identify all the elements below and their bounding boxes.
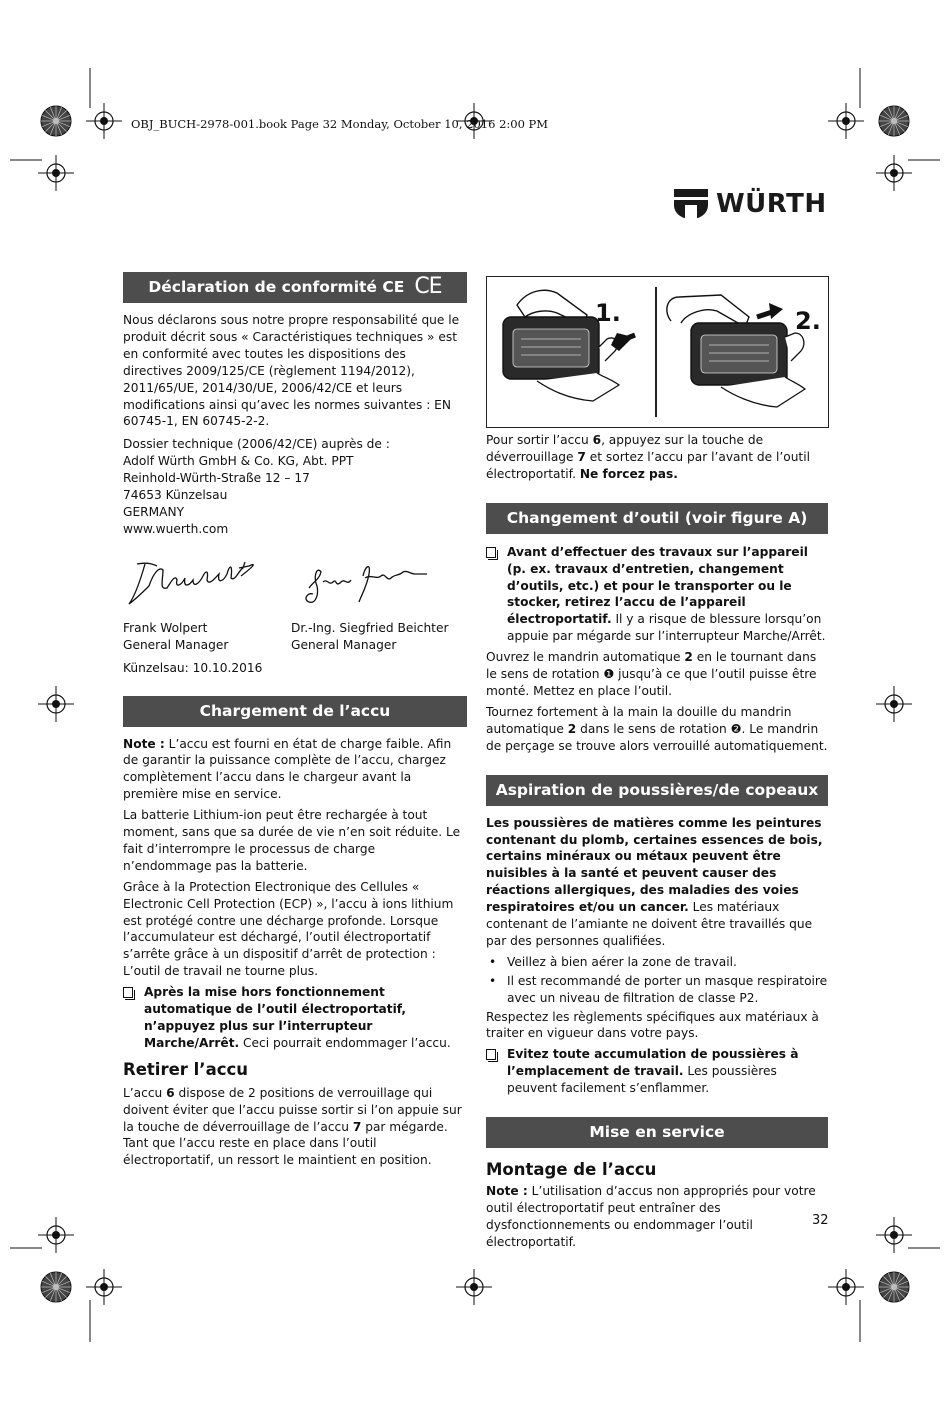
dossier-line: www.wuerth.com <box>123 521 229 536</box>
charge-warning <box>123 984 467 1052</box>
heading-montage: Montage de l’accu <box>486 1160 657 1180</box>
signatory-names <box>123 620 467 654</box>
outil-paragraph <box>486 704 828 755</box>
text: L’accu <box>123 1085 167 1100</box>
signatory <box>291 620 459 654</box>
checkbox-icon <box>123 987 133 998</box>
signatory-name: Frank Wolpert <box>123 620 208 635</box>
montage-note <box>486 1183 828 1251</box>
reg-mark-top-right <box>828 68 940 191</box>
section-header-charge <box>123 696 467 727</box>
print-slug: OBJ_BUCH-2978-001.book Page 32 Monday, October 10, 2016 2:00 PM <box>131 117 549 131</box>
section-title: Changement d’outil (voir figure A) <box>506 508 808 527</box>
note-label: Note : <box>123 736 165 751</box>
figure-caption <box>486 432 828 483</box>
text: Ouvrez le mandrin automatique <box>486 650 685 665</box>
charge-paragraph: La batterie Lithium-ion peut être rechargée à tout moment, sans que sa durée de vie n’en soit réduite. Le fait d’interrompre le processus de charge n’endommage pas la batterie. <box>123 808 461 873</box>
section-header-declaration <box>123 272 467 303</box>
note-label: Note : <box>486 1184 528 1198</box>
note-text: L’utilisation d’accus non appropriés pour votre outil électroportatif peut entraîner des dysfonctionnements ou endommager l’outil électroportatif. <box>486 1184 816 1249</box>
section-title: Déclaration de conformité CE <box>148 278 405 297</box>
wurth-logo <box>674 186 827 222</box>
heading-retirer: Retirer l’accu <box>123 1059 249 1079</box>
text: et sortez l’accu par l’avant de l’outil électroportatif. <box>486 449 810 481</box>
left-column <box>123 272 467 1173</box>
right-column <box>486 432 828 1255</box>
text: Les matériaux contenant de l’amiante ne doivent être travaillés que par des personnes qualifiées. <box>486 900 813 948</box>
section-header-aspiration <box>486 775 828 806</box>
warning-bold: Les poussières de matières comme les peintures contenant du plomb, certaines essences de bois, certains minéraux ou métaux peuvent être nuisibles à la santé et peuvent causer des réactions allergiques, des maladies des voies respiratoires et/ou un cancer. <box>486 815 823 915</box>
signature-wolpert <box>123 552 291 616</box>
outil-warning <box>486 544 828 645</box>
note-text: L’accu est fourni en état de charge faible. Afin de garantir la puissance complète de l’accu, chargez complètement l’accu dans le chargeur avant la première mise en service. <box>123 736 452 802</box>
place-date: Künzelsau: 10.10.2016 <box>123 660 263 675</box>
battery-step-2-illustration <box>657 277 829 427</box>
text: , appuyez sur la touche de déverrouillage <box>486 433 764 464</box>
warning-bold: Evitez toute accumulation de poussières à l’emplacement de travail. <box>507 1047 799 1079</box>
aspiration-paragraph <box>486 815 828 950</box>
checkbox-icon <box>486 547 496 558</box>
text: Tournez fortement à la main la douille du mandrin automatique <box>486 704 792 736</box>
reg-mark-bottom-center <box>456 1269 492 1305</box>
signatures <box>123 552 467 616</box>
warning-bold: Après la mise hors fonctionnement automatique de l’outil électroportatif, n’appuyez plus sur l’interrupteur Marche/Arrêt. <box>144 985 407 1050</box>
signatory-role: General Manager <box>123 637 229 652</box>
dossier-line: Dossier technique (2006/42/CE) auprès de : <box>123 437 390 452</box>
section-title: Mise en service <box>589 1123 725 1142</box>
dossier-line: 74653 Künzelsau <box>123 488 228 503</box>
warning-text: Ceci pourrait endommager l’accu. <box>239 1035 451 1050</box>
text: dans le sens de rotation ❷. Le mandrin de perçage se trouve alors verrouillé automatiquement. <box>486 721 828 753</box>
warning-text: Les poussières peuvent facilement s’enflammer. <box>507 1064 777 1096</box>
battery-removal-figure <box>486 276 829 428</box>
ref-number: 7 <box>577 449 586 464</box>
ref-number: 6 <box>166 1085 175 1100</box>
charge-note <box>123 736 467 804</box>
dossier-line: Adolf Würth GmbH & Co. KG, Abt. PPT <box>123 454 354 469</box>
text: Pour sortir l’accu <box>486 433 593 447</box>
aspiration-warning <box>486 1046 828 1097</box>
page-number: 32 <box>812 1213 829 1228</box>
charge-paragraph: Grâce à la Protection Electronique des Cellules « Electronic Cell Protection (ECP) », l’accu à ions lithium est protégé contre une décharge profonde. Lorsque l’accumulateur est déchargé, l’outil électroportatif s’arrête grâce à un dispositif d’arrêt de protection : L’outil de travail ne tourne plus. <box>123 879 454 979</box>
text: dispose de 2 positions de verrouillage qui doivent éviter que l’accu puisse sortir si l’on appuie sur la touche de déverrouillage de l’accu <box>123 1085 462 1134</box>
text: par mégarde. Tant que l’accu reste en place dans l’outil électroportatif, un ressort le maintient en position. <box>123 1119 448 1168</box>
warning-text: Il y a risque de blessure lorsqu’on appuie par mégarde sur l’interrupteur Marche/Arrêt. <box>507 612 826 644</box>
ref-number: 6 <box>592 433 602 447</box>
ref-number: 7 <box>352 1119 362 1134</box>
reg-mark-bottom-left <box>10 1217 122 1342</box>
ref-number: 2 <box>567 721 577 736</box>
signatory <box>123 620 291 654</box>
signatory-name: Dr.-Ing. Siegfried Beichter <box>291 620 449 635</box>
ce-mark-icon: CE <box>414 274 442 300</box>
section-header-outil <box>486 503 828 534</box>
aspiration-paragraph: Respectez les règlements spécifiques aux matériaux à traiter en vigueur dans votre pays. <box>486 1009 819 1041</box>
dossier-line: Reinhold-Würth-Straße 12 – 17 <box>123 471 310 486</box>
section-header-mise-en-service <box>486 1117 828 1148</box>
text-bold: Ne forcez pas. <box>579 466 678 481</box>
declaration-text: Nous déclarons sous notre propre responsabilité que le produit décrit sous « Caractéristiques techniques » est en conformité avec toutes les dispositions des directives 2009/125/CE (règlement 1194/2012), 2011/65/UE, 2014/30/UE, 2006/42/CE et leurs modifications ainsi qu’avec les normes suivantes : EN 60745-1, EN 60745-2-2. <box>123 313 460 429</box>
dossier-line: GERMANY <box>123 504 185 519</box>
outil-paragraph <box>486 649 828 700</box>
reg-mark-mid-left <box>38 686 74 722</box>
section-title: Aspiration de poussières/de copeaux <box>495 780 819 799</box>
bullet-item: • Veillez à bien aérer la zone de travail. <box>486 954 828 971</box>
ref-number: 2 <box>684 650 693 665</box>
battery-step-1-illustration <box>487 277 655 427</box>
step-2-label: 2. <box>795 307 821 335</box>
step-1-label: 1. <box>595 299 621 327</box>
reg-mark-mid-right <box>876 686 912 722</box>
reg-mark-top-left <box>10 68 122 191</box>
dossier-address <box>123 436 467 537</box>
checkbox-icon <box>486 1049 496 1060</box>
wurth-logo-icon <box>674 187 708 221</box>
signature-beichter <box>291 552 459 616</box>
reg-mark-bottom-right <box>828 1217 940 1342</box>
retirer-paragraph <box>123 1085 467 1170</box>
warning-bold: Avant d’effectuer des travaux sur l’appareil (p. ex. travaux d’entretien, changement d’outils, etc.) et pour le transporter ou le stocker, retirez l’accu de l’appareil électroportatif. <box>507 544 808 627</box>
section-title: Chargement de l’accu <box>199 701 391 720</box>
signatory-role: General Manager <box>291 637 397 652</box>
text: en le tournant dans le sens de rotation ❶ jusqu’à ce que l’outil puisse être monté. Mettez en place l’outil. <box>486 650 817 698</box>
brand-name: WÜRTH <box>716 189 827 219</box>
bullet-item: • Il est recommandé de porter un masque respiratoire avec un niveau de filtration de classe P2. <box>486 973 828 1007</box>
